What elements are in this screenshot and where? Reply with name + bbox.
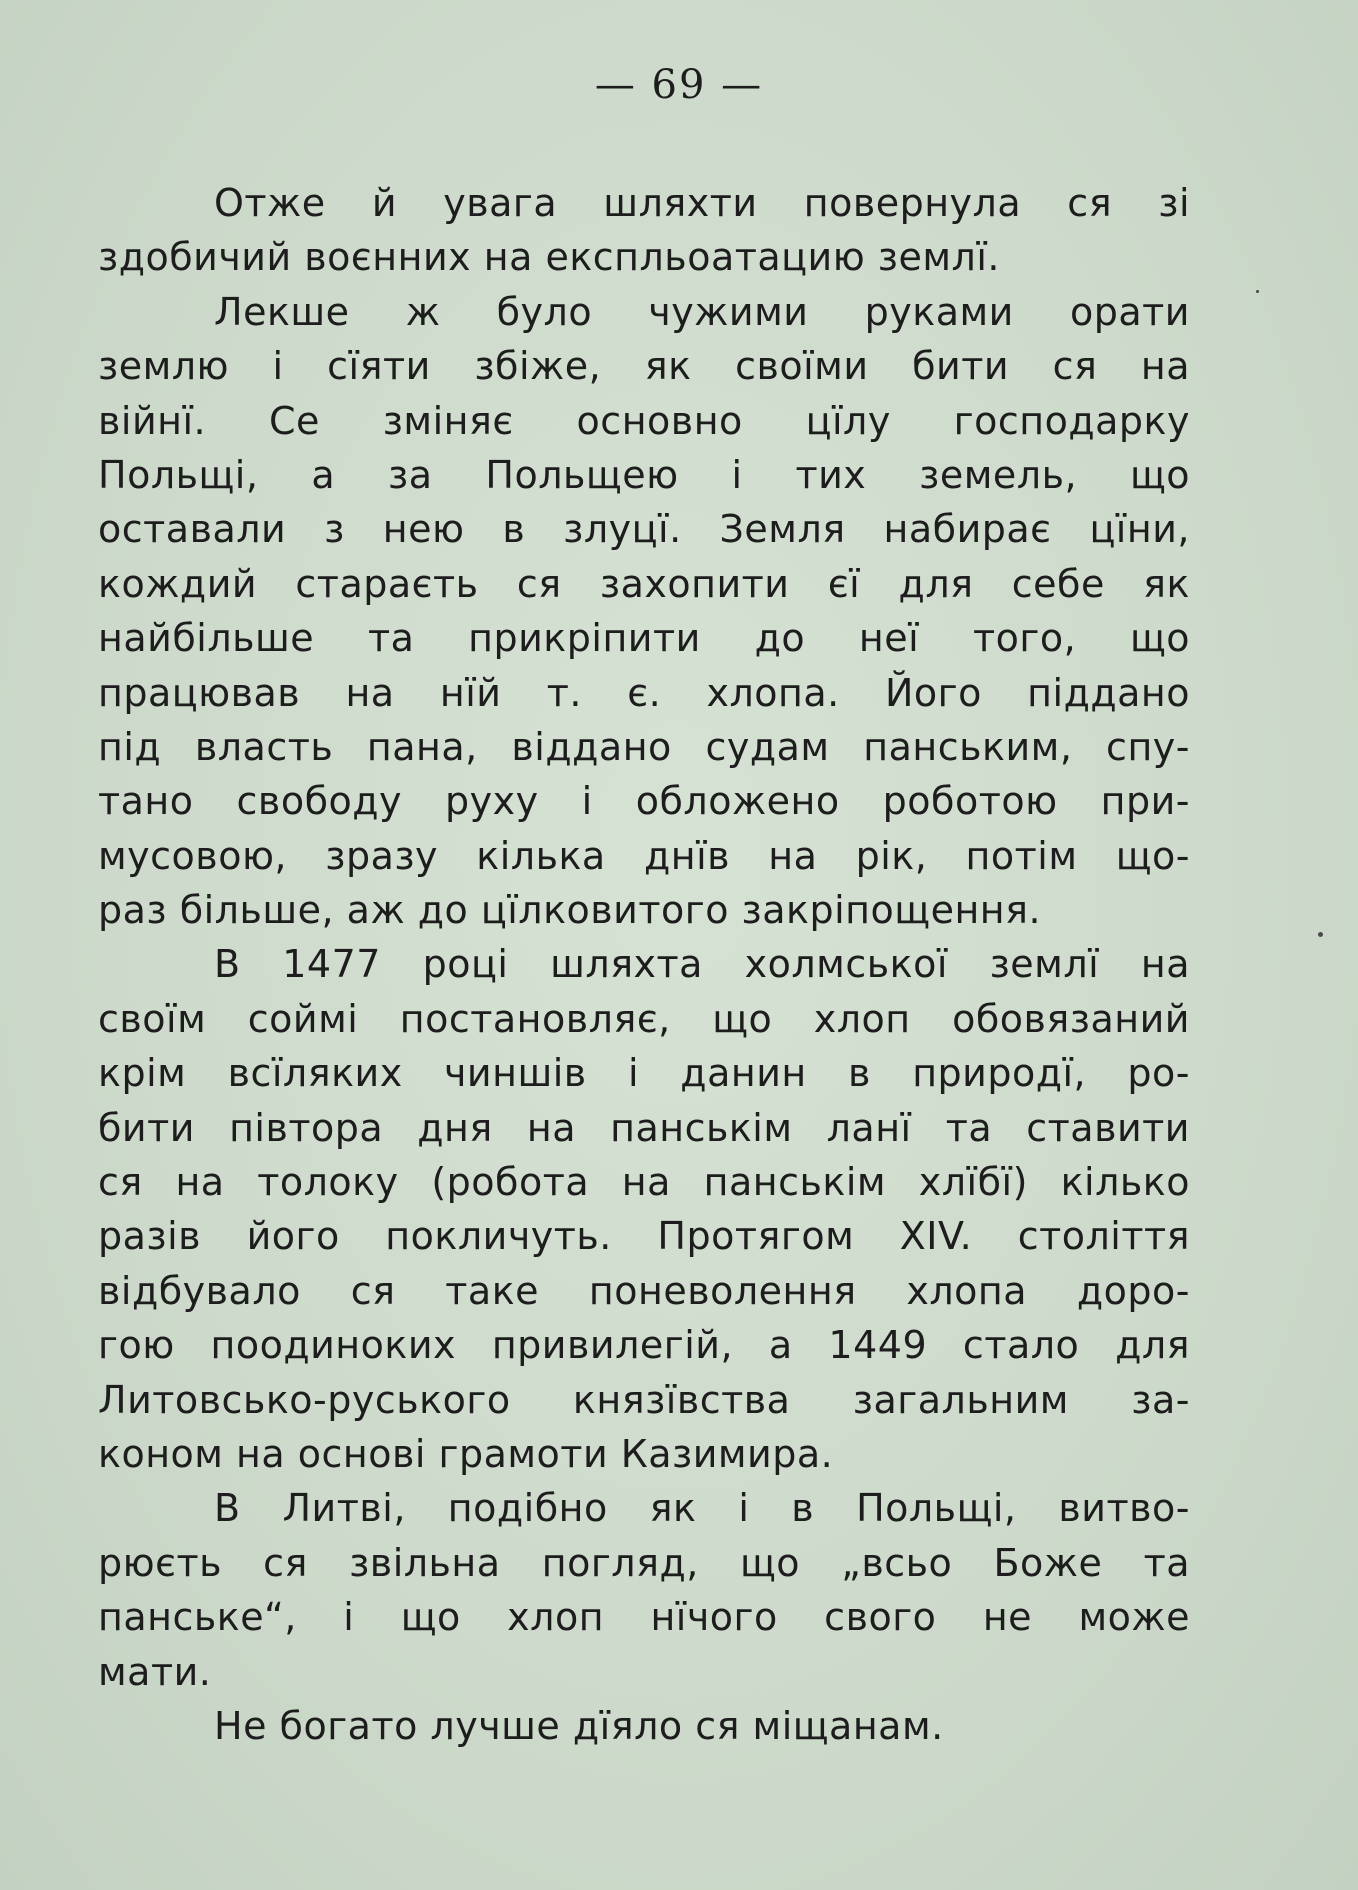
text-line: оставали з нею в злуцї. Земля набирає цїни, — [98, 507, 1190, 552]
text-line: В Литві, подібно як і в Польщі, витво- — [214, 1486, 1190, 1531]
text-line: землю і сїяти збіже, як своїми бити ся на — [98, 344, 1190, 389]
text-line: Не богато лучше дїяло ся міщанам. — [214, 1703, 944, 1748]
text-line: бити півтора дня на панськім ланї та ставити — [98, 1105, 1190, 1150]
body-text — [98, 176, 1190, 1753]
text-line: Отже й увага шляхти повернула ся зі — [214, 181, 1190, 225]
text-line: війнї. Се зміняє основно цїлу господарку — [98, 398, 1190, 443]
text-line: коном на основі грамоти Казимира. — [98, 1431, 834, 1476]
text-line: раз більше, аж до цїлковитого закріпощення. — [98, 888, 1042, 933]
text-line: своїм соймі постановляє, що хлоп обовязаний — [98, 996, 1190, 1041]
text-line: мати. — [98, 1649, 212, 1694]
text-line: відбувало ся таке поневолення хлопа доро- — [98, 1268, 1190, 1313]
text-line: Польщі, а за Польщею і тих земель, що — [98, 452, 1190, 497]
text-line: гою поодиноких привилегій, а 1449 стало для — [98, 1323, 1190, 1368]
page-number: — 69 — — [594, 62, 764, 108]
text-line: тано свободу руху і обложено роботою при- — [98, 779, 1190, 824]
paper-speck — [1256, 290, 1259, 293]
text-line: здобичий воєнних на експльоатацию землї. — [98, 235, 1000, 280]
text-line: Лекше ж було чужими руками орати — [214, 289, 1190, 334]
text-line: кождий стараєть ся захопити єї для себе як — [98, 561, 1190, 606]
text-line: панське“, і що хлоп нїчого свого не може — [98, 1595, 1190, 1640]
text-line: мусовою, зразу кілька днїв на рік, потім що- — [98, 833, 1190, 878]
text-line: працював на нїй т. є. хлопа. Його піддано — [98, 670, 1190, 715]
text-line: разів його покличуть. Протягом XIV. століття — [98, 1214, 1190, 1259]
text-line: В 1477 році шляхта холмської землї на — [214, 942, 1190, 987]
text-line: найбільше та прикріпити до неї того, що — [98, 616, 1190, 661]
text-line: ся на толоку (робота на панськім хлїбї) кілько — [98, 1160, 1190, 1205]
text-line: Литовсько-руського князївства загальним за- — [98, 1377, 1190, 1422]
text-line: під власть пана, віддано судам панським, спу- — [98, 724, 1190, 769]
text-line: крім всїляких чиншів і данин в природї, ро- — [98, 1051, 1190, 1096]
paper-speck — [1318, 932, 1323, 937]
text-line: рюєть ся звільна погляд, що „всьо Боже та — [98, 1540, 1190, 1585]
